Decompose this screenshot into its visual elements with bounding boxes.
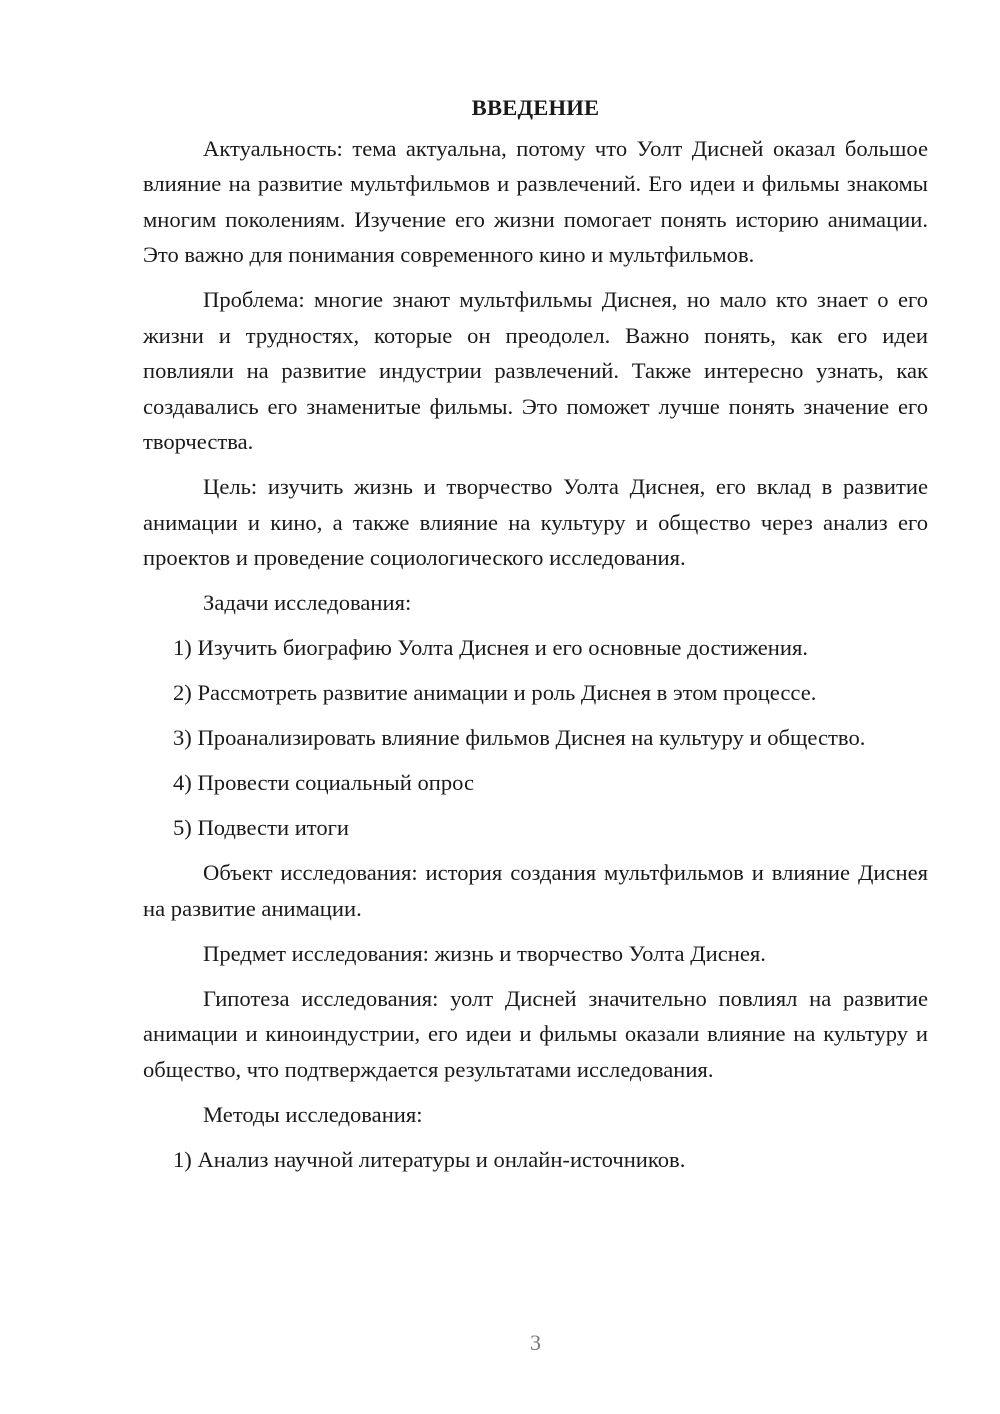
task-item-4: 4) Провести социальный опрос bbox=[173, 770, 475, 795]
task-item-2: 2) Рассмотреть развитие анимации и роль Диснея в этом процессе. bbox=[173, 680, 817, 705]
paragraph-object: Объект исследования: история создания мультфильмов и влияние Диснея на развитие анимации. bbox=[143, 860, 928, 921]
paragraph-tasks-heading: Задачи исследования: bbox=[203, 590, 412, 615]
page-number: 3 bbox=[530, 1330, 541, 1355]
paragraph-relevance: Актуальность: тема актуальна, потому что Уолт Дисней оказал большое влияние на развитие мультфильмов и развлечений. Его идеи и фильмы знакомы многим поколениям. Изучение его жизни помогает понять историю анимации. Это важно для понимания современного кино и мультфильмов. bbox=[143, 135, 928, 267]
paragraph-methods-heading: Методы исследования: bbox=[203, 1101, 423, 1127]
paragraph-problem: Проблема: многие знают мультфильмы Диснея, но мало кто знает о его жизни и трудностях, которые он преодолел. Важно понять, как его идеи повлияли на развитие индустрии развлечений. Также интересно узнать, как создавались его знаменитые фильмы. Это поможет лучше понять значение его творчества. bbox=[143, 287, 928, 454]
page-title: ВВЕДЕНИЕ bbox=[471, 95, 600, 120]
task-item-3: 3) Проанализировать влияние фильмов Диснея на культуру и общество. bbox=[173, 725, 866, 750]
paragraph-subject: Предмет исследования: жизнь и творчество Уолта Диснея. bbox=[203, 940, 766, 966]
paragraph-goal: Цель: изучить жизнь и творчество Уолта Диснея, его вклад в развитие анимации и кино, а также влияние на культуру и общество через анализ его проектов и проведение социологического исследования. bbox=[143, 474, 928, 570]
task-item-1: 1) Изучить биографию Уолта Диснея и его основные достижения. bbox=[173, 635, 809, 660]
task-item-5: 5) Подвести итоги bbox=[173, 815, 350, 840]
method-item-1: 1) Анализ научной литературы и онлайн-источников. bbox=[173, 1146, 686, 1172]
page-content bbox=[143, 90, 928, 1187]
paragraph-hypothesis: Гипотеза исследования: уолт Дисней значительно повлиял на развитие анимации и киноиндустрии, его идеи и фильмы оказали влияние на культуру и общество, что подтверждается результатами исследования. bbox=[143, 985, 928, 1082]
